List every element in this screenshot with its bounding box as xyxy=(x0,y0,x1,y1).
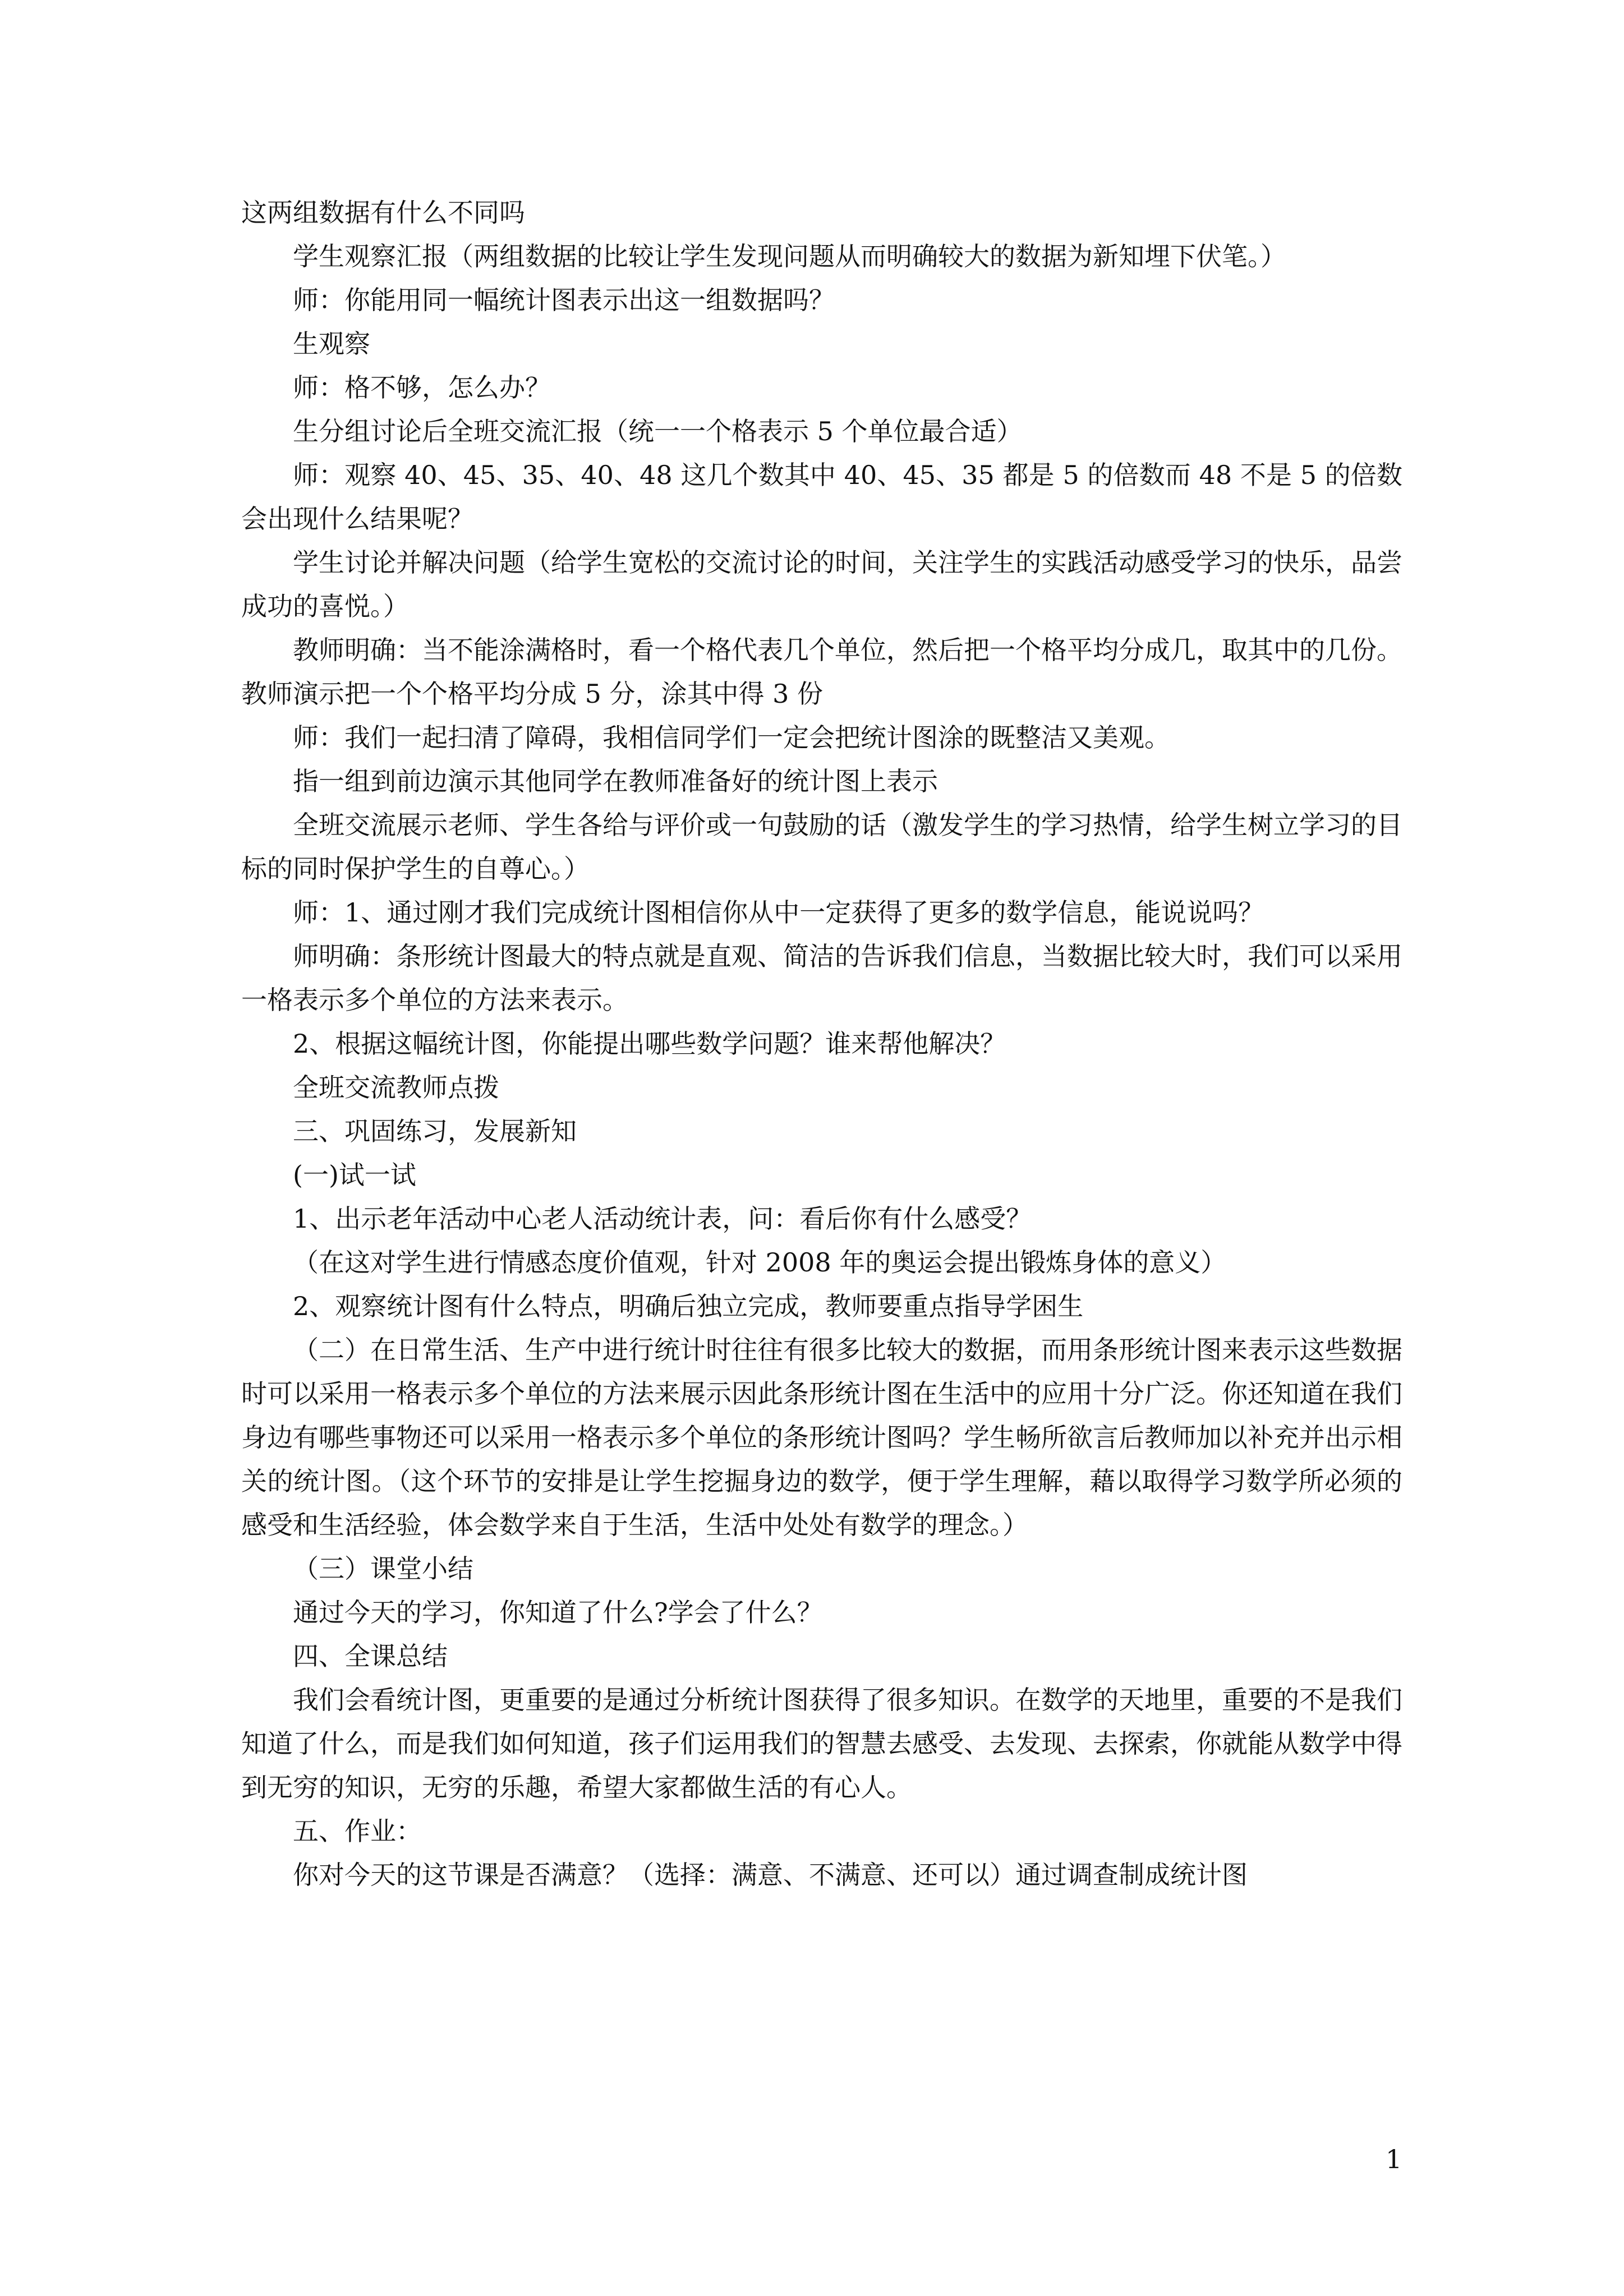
paragraph: 2、观察统计图有什么特点，明确后独立完成，教师要重点指导学困生 xyxy=(293,1291,1084,1321)
paragraph: 全班交流展示老师、学生各给与评价或一句鼓励的话（激发学生的学习热情，给学生树立学习的目标的同时保护学生的自尊心。） xyxy=(241,810,1402,884)
paragraph: 通过今天的学习，你知道了什么?学会了什么？ xyxy=(293,1597,823,1628)
paragraph: 师明确：条形统计图最大的特点就是直观、简洁的告诉我们信息，当数据比较大时，我们可以采用一格表示多个单位的方法来表示。 xyxy=(241,941,1402,1015)
paragraph: 全班交流教师点拨 xyxy=(293,1072,499,1103)
paragraph: （在这对学生进行情感态度价值观，针对 2008 年的奥运会提出锻炼身体的意义） xyxy=(293,1247,1227,1278)
paragraph: 师：格不够，怎么办？ xyxy=(293,372,551,403)
paragraph: 生观察 xyxy=(293,329,370,359)
section-heading: 三、巩固练习，发展新知 xyxy=(293,1116,577,1146)
paragraph: 生分组讨论后全班交流汇报（统一一个格表示 5 个单位最合适） xyxy=(293,416,1023,446)
document-body xyxy=(241,191,1402,1897)
paragraph: 1、出示老年活动中心老人活动统计表，问：看后你有什么感受？ xyxy=(293,1204,1032,1234)
paragraph: 教师明确：当不能涂满格时，看一个格代表几个单位，然后把一个格平均分成几，取其中的几份。教师演示把一个个格平均分成 5 分，涂其中得 3 份 xyxy=(241,635,1402,709)
paragraph: （二）在日常生活、生产中进行统计时往往有很多比较大的数据，而用条形统计图来表示这些数据时可以采用一格表示多个单位的方法来展示因此条形统计图在生活中的应用十分广泛。你还知道在我们身边有哪些事物还可以采用一格表示多个单位的条形统计图吗？学生畅所欲言后教师加以补充并出示相关的统计图。（这个环节的安排是让学生挖掘身边的数学，便于学生理解，藉以取得学习数学所必须的感受和生活经验，体会数学来自于生活，生活中处处有数学的理念。） xyxy=(241,1335,1402,1540)
paragraph: 指一组到前边演示其他同学在教师准备好的统计图上表示 xyxy=(293,766,938,796)
page-number: 1 xyxy=(1386,2144,1402,2174)
paragraph: 2、根据这幅统计图，你能提出哪些数学问题？谁来帮他解决？ xyxy=(293,1029,1006,1059)
paragraph: 你对今天的这节课是否满意？（选择：满意、不满意、还可以）通过调查制成统计图 xyxy=(293,1860,1248,1890)
section-heading: 五、作业： xyxy=(293,1816,422,1846)
paragraph: 师：我们一起扫清了障碍，我相信同学们一定会把统计图涂的既整洁又美观。 xyxy=(293,722,1170,753)
paragraph: 师：1、通过刚才我们完成统计图相信你从中一定获得了更多的数学信息，能说说吗？ xyxy=(293,897,1264,928)
subsection-heading: (一)试一试 xyxy=(293,1160,416,1190)
paragraph: 师：观察 40、45、35、40、48 这几个数其中 40、45、35 都是 5 的倍数而 48 不是 5 的倍数会出现什么结果呢？ xyxy=(241,460,1402,534)
paragraph: 师：你能用同一幅统计图表示出这一组数据吗？ xyxy=(293,285,835,315)
paragraph: 学生讨论并解决问题（给学生宽松的交流讨论的时间，关注学生的实践活动感受学习的快乐，品尝成功的喜悦。） xyxy=(241,547,1402,621)
paragraph: 学生观察汇报（两组数据的比较让学生发现问题从而明确较大的数据为新知埋下伏笔。） xyxy=(293,241,1286,271)
section-heading: 四、全课总结 xyxy=(293,1641,448,1671)
subsection-heading: （三）课堂小结 xyxy=(293,1553,473,1584)
paragraph: 我们会看统计图，更重要的是通过分析统计图获得了很多知识。在数学的天地里，重要的不是我们知道了什么，而是我们如何知道，孩子们运用我们的智慧去感受、去发现、去探索，你就能从数学中得到无穷的知识，无穷的乐趣，希望大家都做生活的有心人。 xyxy=(241,1685,1402,1802)
paragraph: 这两组数据有什么不同吗 xyxy=(241,197,525,228)
